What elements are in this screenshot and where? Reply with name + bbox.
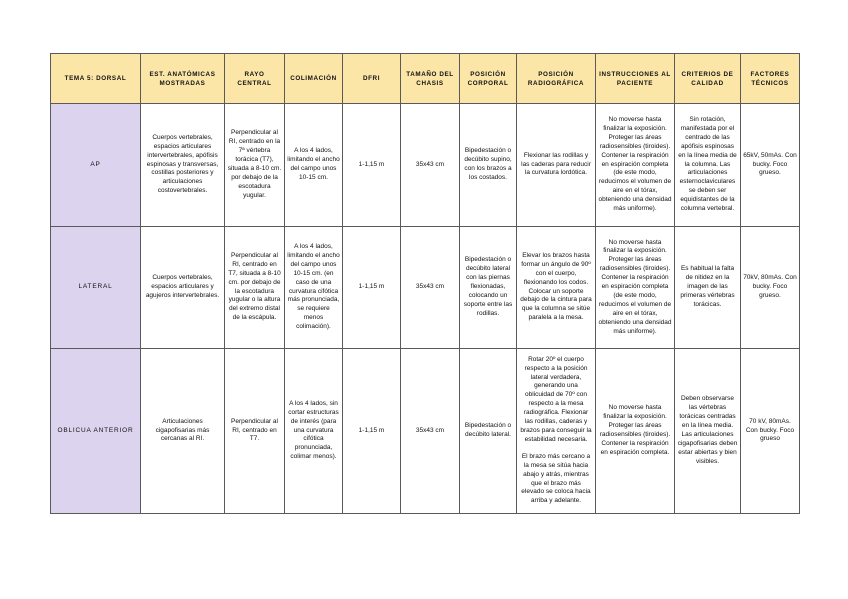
table-row-oblicua-anterior: [51, 349, 800, 514]
cell-paragraph: Flexionar las rodillas y las caderas para reducir la curvatura lordótica.: [521, 151, 591, 177]
header-row: [51, 54, 800, 104]
cell-paragraph: Elevar los brazos hasta formar un ángulo de 90º con el cuerpo, flexionando los codos. Colocar un soporte debajo de la cintura para que la columna se sitúe paralela a la mesa.: [520, 251, 592, 322]
header-rayo-central: RAYO CENTRAL: [225, 54, 285, 104]
table-row-lateral: [51, 227, 800, 349]
header-chasis: TAMAÑO DEL CHASIS: [401, 54, 460, 104]
cell-paragraph: Rotar 20º el cuerpo respecto a la posición lateral verdadera, generando una oblicuidad de 70º con respecto a la mesa radiográfica. Flexionar las rodillas, caderas y brazos para conseguir la estabilidad necesaria.: [520, 355, 592, 443]
row-label: LATERAL: [51, 227, 141, 349]
cell-factores: 70 kV, 80mAs. Con bucky. Foco grueso: [741, 349, 800, 514]
cell-estructuras: Cuerpos vertebrales, espacios articulares intervertebrales, apófisis espinosas y transversas, costillas posteriores y articulaciones costovertebrales.: [141, 104, 225, 227]
header-estructuras: EST. ANATÓMICAS MOSTRADAS: [141, 54, 225, 104]
cell-instrucciones: No moverse hasta finalizar la exposición. Proteger las áreas radiosensibles (tiroides). Contener la respiración en espiración completa (de este modo, reducimos el volumen de aire en el tórax, obteniendo una densidad más uniforme).: [596, 104, 675, 227]
row-label: OBLICUA ANTERIOR: [51, 349, 141, 514]
cell-instrucciones: No moverse hasta finalizar la exposición. Proteger las áreas radiosensibles (tiroides). Contener la respiración en espiración completa.: [596, 349, 675, 514]
table-row-ap: [51, 104, 800, 227]
cell-rayo-central: Perpendicular al RI, centrado en T7.: [225, 349, 285, 514]
cell-factores: 65kV, 50mAs. Con bucky. Foco grueso.: [741, 104, 800, 227]
cell-chasis: 35x43 cm: [401, 104, 460, 227]
cell-posicion-radiografica: [517, 349, 596, 514]
cell-colimacion: A los 4 lados, limitando el ancho del campo unos 10-15 cm. (en caso de una curvatura cifótica más pronunciada, se requiere menos colimación).: [285, 227, 343, 349]
header-colimacion: COLIMACIÓN: [285, 54, 343, 104]
cell-criterios: Sin rotación, manifestada por el centrado de las apófisis espinosas en la línea media de la columna. Las articulaciones esternoclaviculares se deben ser equidistantes de la columna vertebral.: [675, 104, 741, 227]
cell-criterios: Deben observarse las vértebras torácicas centradas en la línea media. Las articulaciones cigapofisarias deben estar abiertas y bien visibles.: [675, 349, 741, 514]
header-instrucciones: INSTRUCCIONES AL PACIENTE: [596, 54, 675, 104]
cell-dfri: 1-1,15 m: [343, 349, 401, 514]
header-tema: TEMA 5: DORSAL: [51, 54, 141, 104]
cell-rayo-central: Perpendicular al RI, centrado en T7, situada a 8-10 cm. por debajo de la escotadura yugular o la altura del extremo distal de la escápula.: [225, 227, 285, 349]
row-label: AP: [51, 104, 141, 227]
cell-colimacion: A los 4 lados, sin cortar estructuras de interés (para una curvatura cifótica pronunciada, colimar menos).: [285, 349, 343, 514]
radiology-table: [50, 53, 800, 514]
cell-paragraph: El brazo más cercano a la mesa se sitúa hacia abajo y atrás, mientras que el brazo más elevado se coloca hacia arriba y adelante.: [521, 452, 591, 505]
header-dfri: DFRI: [343, 54, 401, 104]
header-factores: FACTORES TÉCNICOS: [741, 54, 800, 104]
cell-estructuras: Articulaciones cigapofisarias más cercanas al RI.: [141, 349, 225, 514]
cell-chasis: 35x43 cm: [401, 349, 460, 514]
cell-criterios: Es habitual la falta de nitidez en la imagen de las primeras vértebras torácicas.: [675, 227, 741, 349]
cell-instrucciones: No moverse hasta finalizar la exposición. Proteger las áreas radiosensibles (tiroides). Contener la respiración en espiración completa (de este modo, reducimos el volumen de aire en el tórax, obteniendo una densidad más uniforme).: [596, 227, 675, 349]
cell-posicion-radiografica: [517, 104, 596, 227]
cell-chasis: 35x43 cm: [401, 227, 460, 349]
header-posicion-corporal: POSICIÓN CORPORAL: [460, 54, 517, 104]
cell-colimacion: A los 4 lados, limitando el ancho del campo unos 10-15 cm.: [285, 104, 343, 227]
cell-posicion-corporal: Bipedestación o decúbito supino, con los brazos a los costados.: [460, 104, 517, 227]
cell-posicion-corporal: Bipedestación o decúbito lateral.: [460, 349, 517, 514]
header-posicion-radiografica: POSICIÓN RADIOGRÁFICA: [517, 54, 596, 104]
cell-rayo-central: Perpendicular al RI, centrado en la 7ª vértebra torácica (T7), situada a 8-10 cm. por debajo de la escotadura yugular.: [225, 104, 285, 227]
cell-dfri: 1-1,15 m: [343, 104, 401, 227]
cell-dfri: 1-1,15 m: [343, 227, 401, 349]
cell-factores: 70kV, 80mAs. Con bucky. Foco grueso.: [741, 227, 800, 349]
cell-posicion-corporal: Bipedestación o decúbito lateral con las piernas flexionadas, colocando un soporte entre las rodillas.: [460, 227, 517, 349]
header-criterios: CRITERIOS DE CALIDAD: [675, 54, 741, 104]
cell-posicion-radiografica: [517, 227, 596, 349]
cell-estructuras: Cuerpos vertebrales, espacios articulares y agujeros intervertebrales.: [141, 227, 225, 349]
